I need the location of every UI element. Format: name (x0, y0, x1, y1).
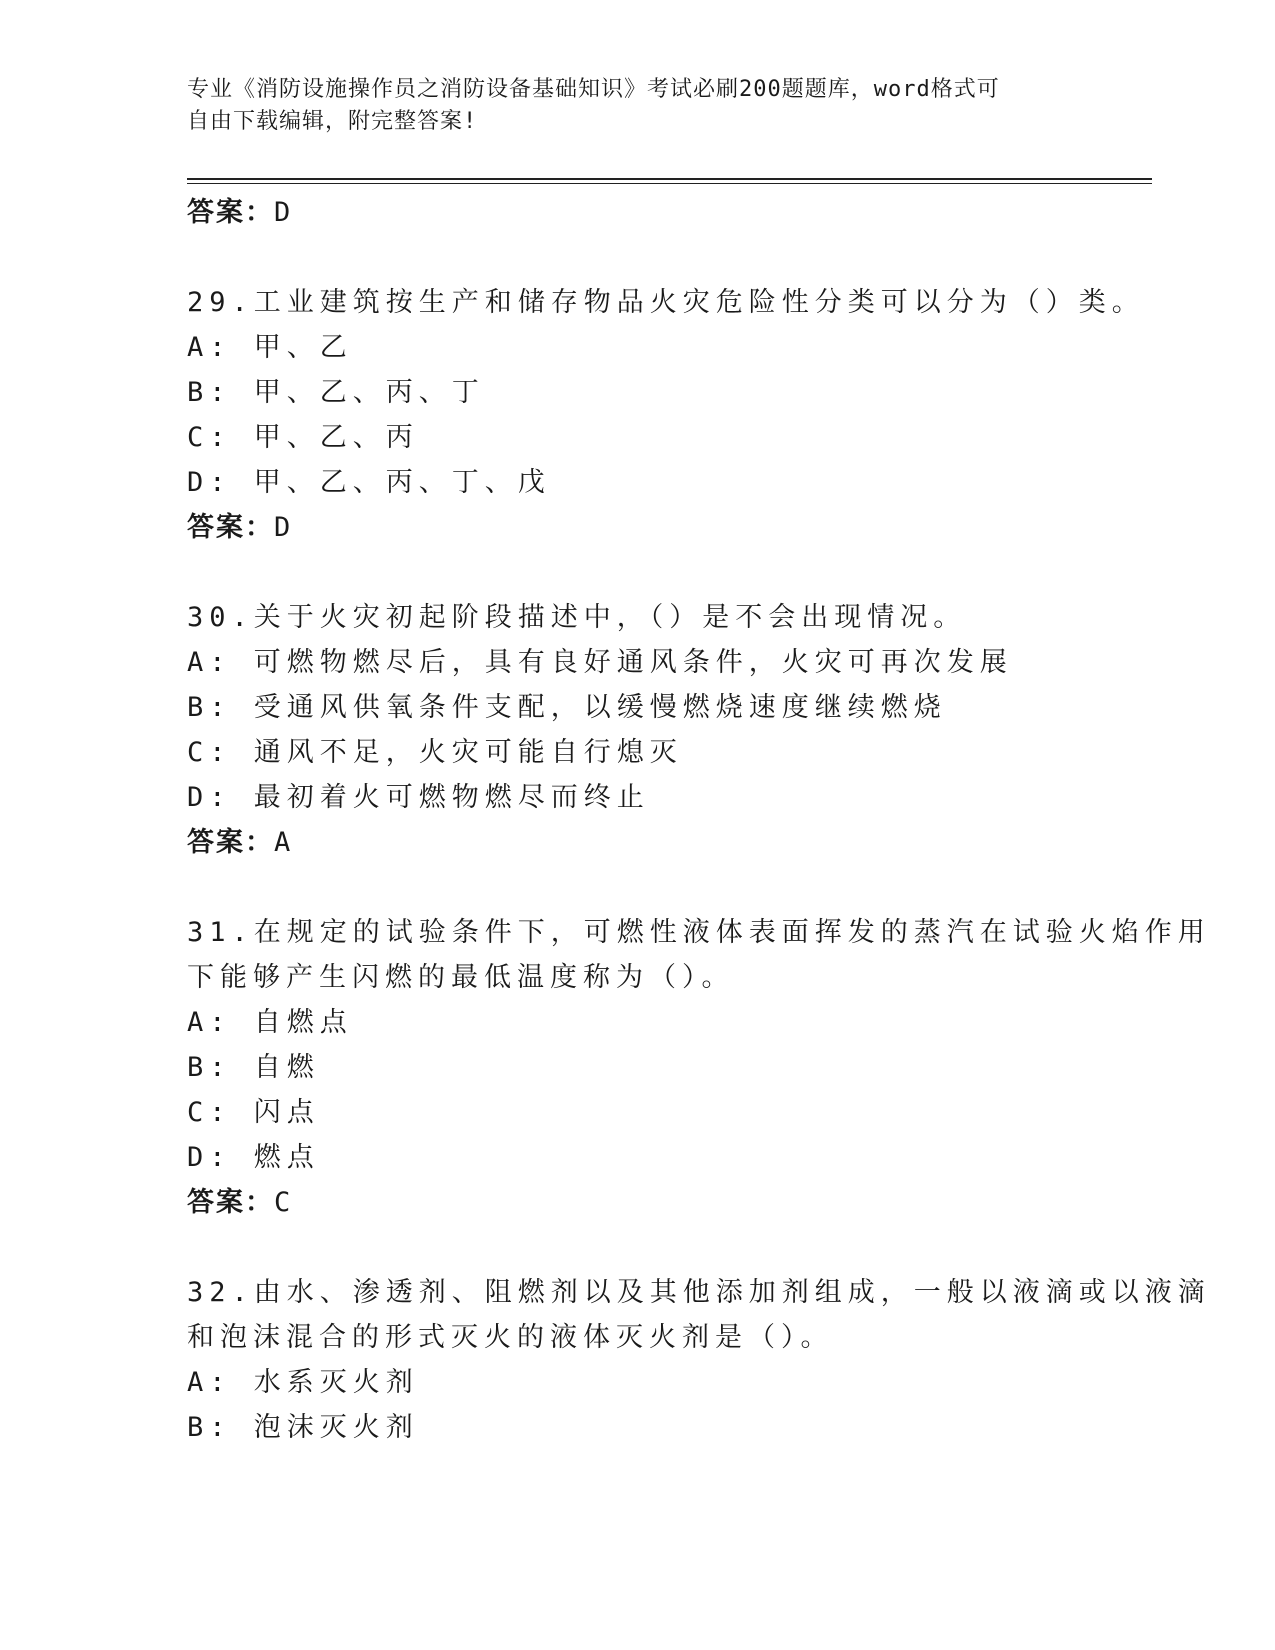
question-block (187, 595, 1087, 865)
option-b: B: 甲、乙、丙、丁 (187, 377, 485, 408)
answer-value: D (274, 197, 293, 228)
question-text: 31.在规定的试验条件下，可燃性液体表面挥发的蒸汽在试验火焰作用 (187, 917, 1211, 948)
question-text-continued: 和泡沫混合的形式灭火的液体灭火剂是（）。 (187, 1322, 834, 1353)
question-block (187, 280, 1145, 550)
option-c: C: 甲、乙、丙 (187, 422, 419, 453)
option-d: D: 甲、乙、丙、丁、戊 (187, 467, 551, 498)
question-list (187, 190, 1211, 1450)
question-text: 32.由水、渗透剂、阻燃剂以及其他添加剂组成，一般以液滴或以液滴 (187, 1277, 1211, 1308)
header-line-2: 自由下载编辑，附完整答案! (187, 109, 478, 134)
spacer (187, 550, 1087, 595)
question-block (187, 910, 1211, 1225)
answer-label: 答案： (187, 512, 274, 543)
question-block (187, 1270, 1211, 1450)
answer-label: 答案： (187, 827, 274, 858)
header-divider-thick (187, 178, 1152, 180)
header-line-1: 专业《消防设施操作员之消防设备基础知识》考试必刷200题题库，word格式可 (187, 77, 1000, 102)
option-a: A: 水系灭火剂 (187, 1367, 419, 1398)
spacer (187, 235, 1087, 280)
option-b: B: 泡沫灭火剂 (187, 1412, 419, 1443)
answer-value: A (274, 827, 293, 858)
option-a: A: 自燃点 (187, 1007, 353, 1038)
option-a: A: 可燃物燃尽后，具有良好通风条件，火灾可再次发展 (187, 647, 1013, 678)
answer-line (187, 505, 1087, 550)
spacer (187, 865, 1087, 910)
answer-label: 答案： (187, 197, 274, 228)
answer-value: D (274, 512, 293, 543)
question-text: 30.关于火灾初起阶段描述中，（）是不会出现情况。 (187, 602, 967, 633)
option-b: B: 受通风供氧条件支配，以缓慢燃烧速度继续燃烧 (187, 692, 947, 723)
option-c: C: 通风不足，火灾可能自行熄灭 (187, 737, 683, 768)
option-c: C: 闪点 (187, 1097, 320, 1128)
answer-label: 答案： (187, 1187, 274, 1218)
option-d: D: 最初着火可燃物燃尽而终止 (187, 782, 650, 813)
option-b: B: 自燃 (187, 1052, 320, 1083)
spacer (187, 1225, 1087, 1270)
option-a: A: 甲、乙 (187, 332, 353, 363)
answer-line (187, 820, 1087, 865)
option-d: D: 燃点 (187, 1142, 320, 1173)
question-text: 29.工业建筑按生产和储存物品火灾危险性分类可以分为（）类。 (187, 287, 1145, 318)
answer-value: C (274, 1187, 293, 1218)
answer-line (187, 1180, 1087, 1225)
header-divider-thin (187, 183, 1152, 184)
answer-line (187, 190, 1087, 235)
question-text-continued: 下能够产生闪燃的最低温度称为（）。 (187, 962, 735, 993)
document-header (187, 74, 1087, 138)
